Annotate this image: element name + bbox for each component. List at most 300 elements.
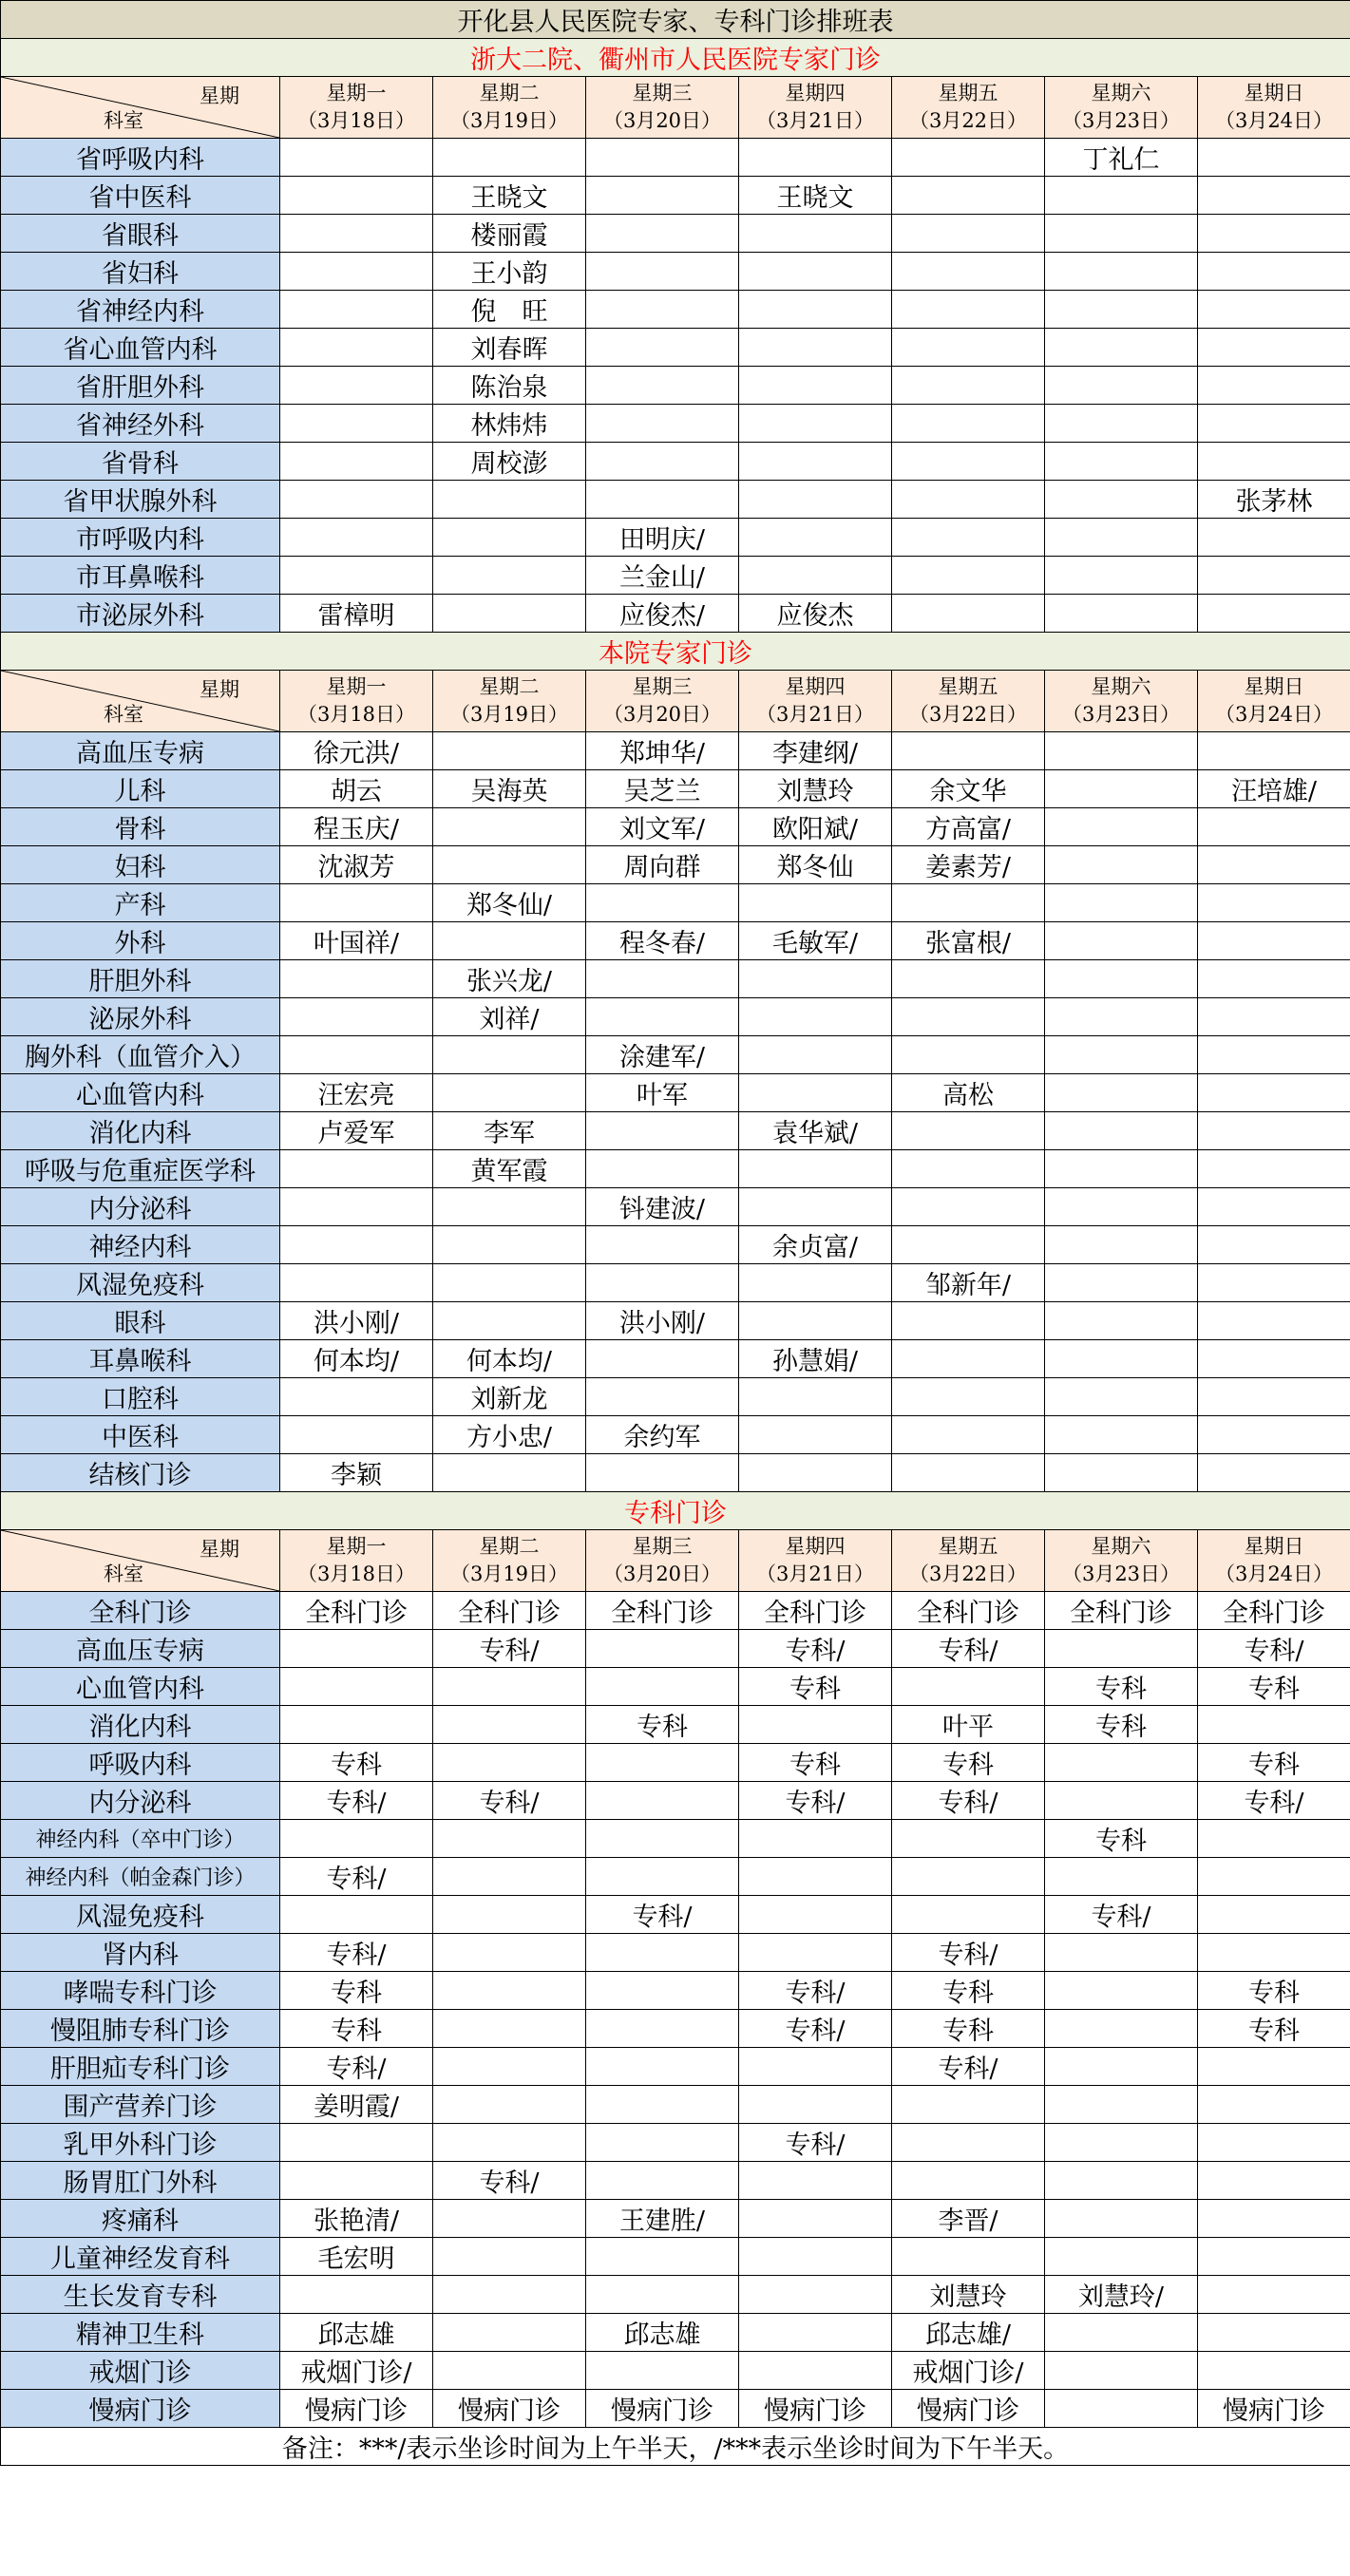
schedule-cell: 胡云 xyxy=(280,770,433,808)
schedule-cell xyxy=(1045,1150,1198,1188)
table-row xyxy=(1,1630,1350,1668)
schedule-cell xyxy=(280,1668,433,1706)
schedule-cell xyxy=(1045,1630,1198,1668)
schedule-cell xyxy=(1198,1896,1350,1934)
schedule-cell xyxy=(1198,884,1350,922)
schedule-cell xyxy=(280,367,433,405)
schedule-cell: 专科 xyxy=(1198,1668,1350,1706)
schedule-cell xyxy=(739,1416,892,1454)
schedule-cell xyxy=(892,253,1045,291)
dept-cell: 全科门诊 xyxy=(1,1592,280,1630)
schedule-cell xyxy=(433,1036,586,1074)
day-name: 星期三 xyxy=(632,675,693,698)
schedule-cell: 邱志雄/ xyxy=(892,2314,1045,2352)
schedule-cell xyxy=(433,1934,586,1972)
schedule-cell: 姜素芳/ xyxy=(892,846,1045,884)
schedule-cell xyxy=(1045,1264,1198,1302)
schedule-cell xyxy=(280,1036,433,1074)
table-row xyxy=(1,1896,1350,1934)
schedule-cell: 戒烟门诊/ xyxy=(892,2352,1045,2390)
schedule-cell: 慢病门诊 xyxy=(280,2390,433,2428)
schedule-cell xyxy=(586,367,739,405)
schedule-cell xyxy=(892,1340,1045,1378)
day-header xyxy=(892,1530,1045,1592)
schedule-cell xyxy=(280,291,433,329)
day-header xyxy=(1045,1530,1198,1592)
dept-cell: 省甲状腺外科 xyxy=(1,481,280,519)
schedule-cell xyxy=(1198,1264,1350,1302)
schedule-cell xyxy=(739,2276,892,2314)
corner-week-label: 星期 xyxy=(200,85,239,107)
schedule-cell xyxy=(1198,1858,1350,1896)
schedule-cell: 徐元洪/ xyxy=(280,732,433,770)
schedule-cell: 张兴龙/ xyxy=(433,960,586,998)
schedule-cell xyxy=(739,2200,892,2238)
schedule-cell: 全科门诊 xyxy=(280,1592,433,1630)
schedule-cell xyxy=(280,177,433,215)
schedule-cell xyxy=(1045,846,1198,884)
dept-cell: 肾内科 xyxy=(1,1934,280,1972)
dept-cell: 高血压专病 xyxy=(1,1630,280,1668)
schedule-cell: 涂建军/ xyxy=(586,1036,739,1074)
schedule-cell: 专科 xyxy=(739,1744,892,1782)
schedule-cell: 王小韵 xyxy=(433,253,586,291)
schedule-cell: 林炜炜 xyxy=(433,405,586,443)
schedule-cell xyxy=(433,1264,586,1302)
schedule-cell: 刘慧玲 xyxy=(892,2276,1045,2314)
schedule-cell xyxy=(892,1150,1045,1188)
schedule-cell: 专科 xyxy=(1045,1668,1198,1706)
dept-cell: 精神卫生科 xyxy=(1,2314,280,2352)
table-row xyxy=(1,1782,1350,1820)
schedule-cell xyxy=(892,1378,1045,1416)
day-date: （3月19日） xyxy=(449,109,569,132)
schedule-cell: 慢病门诊 xyxy=(1198,2390,1350,2428)
schedule-cell xyxy=(586,1858,739,1896)
dept-cell: 儿童神经发育科 xyxy=(1,2238,280,2276)
dept-cell: 哮喘专科门诊 xyxy=(1,1972,280,2010)
schedule-cell xyxy=(433,2276,586,2314)
schedule-cell xyxy=(1198,922,1350,960)
schedule-cell: 毛敏军/ xyxy=(739,922,892,960)
schedule-cell xyxy=(892,1226,1045,1264)
schedule-cell xyxy=(739,1896,892,1934)
day-header xyxy=(892,77,1045,139)
schedule-cell xyxy=(586,1378,739,1416)
schedule-cell: 李建纲/ xyxy=(739,732,892,770)
schedule-cell: 专科/ xyxy=(739,1972,892,2010)
section-title-row xyxy=(1,633,1350,671)
schedule-cell xyxy=(433,922,586,960)
table-row xyxy=(1,846,1350,884)
table-row xyxy=(1,2048,1350,2086)
day-header xyxy=(280,1530,433,1592)
schedule-cell xyxy=(433,1896,586,1934)
day-header xyxy=(586,77,739,139)
table-row xyxy=(1,215,1350,253)
dept-cell: 省呼吸内科 xyxy=(1,139,280,177)
schedule-cell: 全科门诊 xyxy=(739,1592,892,1630)
schedule-cell: 应俊杰/ xyxy=(586,595,739,633)
dept-cell: 疼痛科 xyxy=(1,2200,280,2238)
schedule-cell xyxy=(892,291,1045,329)
schedule-cell: 卢爱军 xyxy=(280,1112,433,1150)
day-name: 星期一 xyxy=(326,1535,387,1558)
schedule-cell xyxy=(892,1454,1045,1492)
table-row xyxy=(1,2276,1350,2314)
schedule-cell: 陈治泉 xyxy=(433,367,586,405)
schedule-cell xyxy=(1045,2048,1198,2086)
schedule-cell xyxy=(586,1454,739,1492)
dept-cell: 省骨科 xyxy=(1,443,280,481)
schedule-cell xyxy=(739,998,892,1036)
schedule-cell xyxy=(1045,1188,1198,1226)
table-row xyxy=(1,329,1350,367)
schedule-cell xyxy=(280,519,433,557)
day-header xyxy=(433,1530,586,1592)
schedule-cell: 专科/ xyxy=(892,2048,1045,2086)
dept-cell: 神经内科（卒中门诊） xyxy=(1,1820,280,1858)
schedule-cell: 吴海英 xyxy=(433,770,586,808)
schedule-cell xyxy=(1198,443,1350,481)
schedule-cell xyxy=(586,1630,739,1668)
table-row xyxy=(1,253,1350,291)
schedule-cell xyxy=(892,998,1045,1036)
schedule-cell xyxy=(1198,1378,1350,1416)
day-header xyxy=(280,671,433,732)
schedule-cell: 叶平 xyxy=(892,1706,1045,1744)
dept-cell: 内分泌科 xyxy=(1,1188,280,1226)
schedule-cell: 专科/ xyxy=(739,1782,892,1820)
day-date: （3月18日） xyxy=(296,703,416,726)
schedule-cell xyxy=(1045,1782,1198,1820)
day-date: （3月18日） xyxy=(296,109,416,132)
dept-cell: 肝胆疝专科门诊 xyxy=(1,2048,280,2086)
schedule-cell xyxy=(1045,253,1198,291)
day-name: 星期五 xyxy=(938,675,998,698)
schedule-cell xyxy=(1045,2124,1198,2162)
corner-header xyxy=(1,671,280,732)
schedule-cell: 邱志雄 xyxy=(280,2314,433,2352)
schedule-cell: 专科/ xyxy=(280,2048,433,2086)
schedule-cell xyxy=(280,139,433,177)
schedule-cell xyxy=(892,960,1045,998)
day-date: （3月19日） xyxy=(449,1563,569,1585)
schedule-cell xyxy=(586,2276,739,2314)
schedule-cell xyxy=(739,215,892,253)
dept-cell: 内分泌科 xyxy=(1,1782,280,1820)
day-name: 星期四 xyxy=(785,1535,846,1558)
schedule-cell xyxy=(1045,2086,1198,2124)
day-name: 星期二 xyxy=(479,1535,540,1558)
schedule-cell xyxy=(1045,1858,1198,1896)
table-row xyxy=(1,1668,1350,1706)
schedule-cell: 程玉庆/ xyxy=(280,808,433,846)
table-row xyxy=(1,1972,1350,2010)
schedule-cell xyxy=(892,139,1045,177)
schedule-cell xyxy=(1045,443,1198,481)
schedule-cell xyxy=(1045,519,1198,557)
schedule-cell: 专科/ xyxy=(280,1934,433,1972)
table-row xyxy=(1,139,1350,177)
day-date: （3月19日） xyxy=(449,703,569,726)
schedule-cell xyxy=(739,1706,892,1744)
day-header xyxy=(1045,671,1198,732)
schedule-cell: 慢病门诊 xyxy=(739,2390,892,2428)
schedule-cell xyxy=(1045,998,1198,1036)
day-name: 星期六 xyxy=(1091,675,1151,698)
schedule-cell xyxy=(1198,2162,1350,2200)
schedule-cell xyxy=(586,253,739,291)
schedule-cell xyxy=(892,215,1045,253)
schedule-cell xyxy=(586,2010,739,2048)
schedule-cell xyxy=(1198,1706,1350,1744)
schedule-cell: 慢病门诊 xyxy=(433,2390,586,2428)
day-name: 星期日 xyxy=(1244,1535,1304,1558)
schedule-cell xyxy=(892,2238,1045,2276)
dept-cell: 乳甲外科门诊 xyxy=(1,2124,280,2162)
day-name: 星期五 xyxy=(938,82,998,104)
schedule-cell: 全科门诊 xyxy=(586,1592,739,1630)
day-name: 星期三 xyxy=(632,82,693,104)
schedule-cell xyxy=(433,1188,586,1226)
schedule-cell xyxy=(1045,329,1198,367)
schedule-cell xyxy=(433,1302,586,1340)
dept-cell: 市泌尿外科 xyxy=(1,595,280,633)
schedule-cell xyxy=(433,1668,586,1706)
schedule-cell xyxy=(739,291,892,329)
schedule-cell xyxy=(280,2124,433,2162)
schedule-cell xyxy=(1045,2162,1198,2200)
schedule-cell xyxy=(280,1188,433,1226)
schedule-cell: 毛宏明 xyxy=(280,2238,433,2276)
schedule-cell: 钭建波/ xyxy=(586,1188,739,1226)
schedule-cell xyxy=(1198,1302,1350,1340)
schedule-cell xyxy=(1045,2314,1198,2352)
dept-cell: 省肝胆外科 xyxy=(1,367,280,405)
schedule-cell xyxy=(1045,770,1198,808)
schedule-cell xyxy=(280,443,433,481)
dept-cell: 产科 xyxy=(1,884,280,922)
schedule-cell xyxy=(586,329,739,367)
schedule-cell xyxy=(892,1188,1045,1226)
table-row xyxy=(1,884,1350,922)
table-row xyxy=(1,2352,1350,2390)
table-row xyxy=(1,1820,1350,1858)
table-row xyxy=(1,922,1350,960)
schedule-cell xyxy=(739,253,892,291)
schedule-cell: 倪 旺 xyxy=(433,291,586,329)
table-row xyxy=(1,960,1350,998)
schedule-cell xyxy=(433,2238,586,2276)
schedule-cell xyxy=(1198,2314,1350,2352)
schedule-cell xyxy=(433,1706,586,1744)
schedule-cell: 叶军 xyxy=(586,1074,739,1112)
schedule-cell xyxy=(739,2162,892,2200)
day-date: （3月24日） xyxy=(1214,109,1334,132)
day-header xyxy=(1198,671,1350,732)
day-name: 星期六 xyxy=(1091,82,1151,104)
schedule-cell xyxy=(433,595,586,633)
dept-cell: 高血压专病 xyxy=(1,732,280,770)
schedule-cell: 专科 xyxy=(280,1972,433,2010)
schedule-cell xyxy=(739,1378,892,1416)
schedule-cell xyxy=(1045,2390,1198,2428)
schedule-cell: 专科/ xyxy=(739,1630,892,1668)
day-header xyxy=(892,671,1045,732)
schedule-cell xyxy=(892,1036,1045,1074)
schedule-cell xyxy=(280,1896,433,1934)
day-date: （3月23日） xyxy=(1061,1563,1181,1585)
schedule-cell: 何本均/ xyxy=(280,1340,433,1378)
dept-cell: 心血管内科 xyxy=(1,1074,280,1112)
dept-cell: 中医科 xyxy=(1,1416,280,1454)
table-row xyxy=(1,2010,1350,2048)
header-row xyxy=(1,77,1350,139)
schedule-cell: 专科 xyxy=(586,1706,739,1744)
schedule-cell: 刘慧玲 xyxy=(739,770,892,808)
schedule-cell: 黄军霞 xyxy=(433,1150,586,1188)
corner-dept-label: 科室 xyxy=(104,109,143,132)
schedule-cell: 刘文军/ xyxy=(586,808,739,846)
schedule-cell xyxy=(586,1972,739,2010)
corner-header xyxy=(1,77,280,139)
schedule-cell xyxy=(1045,2200,1198,2238)
schedule-cell xyxy=(280,1150,433,1188)
schedule-cell: 专科/ xyxy=(892,1934,1045,1972)
schedule-cell: 专科 xyxy=(1198,1744,1350,1782)
schedule-cell xyxy=(586,884,739,922)
dept-cell: 妇科 xyxy=(1,846,280,884)
schedule-cell: 刘慧玲/ xyxy=(1045,2276,1198,2314)
day-header xyxy=(739,671,892,732)
schedule-cell xyxy=(1198,1074,1350,1112)
schedule-cell xyxy=(1045,557,1198,595)
schedule-cell xyxy=(1198,291,1350,329)
schedule-cell xyxy=(1045,922,1198,960)
schedule-cell xyxy=(433,2200,586,2238)
table-row xyxy=(1,443,1350,481)
schedule-cell xyxy=(1045,1340,1198,1378)
schedule-cell xyxy=(1198,177,1350,215)
day-name: 星期日 xyxy=(1244,675,1304,698)
schedule-cell xyxy=(433,139,586,177)
dept-cell: 外科 xyxy=(1,922,280,960)
schedule-cell xyxy=(280,215,433,253)
table-row xyxy=(1,2086,1350,2124)
schedule-cell xyxy=(1198,960,1350,998)
schedule-cell: 田明庆/ xyxy=(586,519,739,557)
schedule-cell xyxy=(1045,1972,1198,2010)
table-row xyxy=(1,2314,1350,2352)
schedule-cell xyxy=(586,1782,739,1820)
schedule-cell: 专科/ xyxy=(433,1782,586,1820)
schedule-cell: 专科/ xyxy=(586,1896,739,1934)
day-date: （3月21日） xyxy=(755,703,875,726)
day-name: 星期一 xyxy=(326,82,387,104)
table-row xyxy=(1,808,1350,846)
table-row xyxy=(1,1934,1350,1972)
table-row xyxy=(1,1706,1350,1744)
schedule-cell xyxy=(280,1416,433,1454)
dept-cell: 慢病门诊 xyxy=(1,2390,280,2428)
schedule-cell xyxy=(586,1668,739,1706)
day-date: （3月23日） xyxy=(1061,109,1181,132)
corner-week-label: 星期 xyxy=(200,678,239,701)
dept-cell: 戒烟门诊 xyxy=(1,2352,280,2390)
schedule-cell xyxy=(1045,732,1198,770)
schedule-cell xyxy=(1198,1188,1350,1226)
schedule-cell xyxy=(1045,1036,1198,1074)
schedule-cell xyxy=(1198,1454,1350,1492)
dept-cell: 省神经内科 xyxy=(1,291,280,329)
schedule-cell xyxy=(739,367,892,405)
schedule-cell xyxy=(586,998,739,1036)
schedule-cell: 叶国祥/ xyxy=(280,922,433,960)
day-header xyxy=(1198,77,1350,139)
schedule-cell xyxy=(1045,2238,1198,2276)
schedule-cell: 专科 xyxy=(892,1972,1045,2010)
schedule-cell: 刘新龙 xyxy=(433,1378,586,1416)
section-title-row xyxy=(1,1492,1350,1530)
schedule-cell xyxy=(1198,1112,1350,1150)
schedule-cell xyxy=(433,2048,586,2086)
schedule-cell xyxy=(433,1820,586,1858)
dept-cell: 市耳鼻喉科 xyxy=(1,557,280,595)
schedule-cell: 吴芝兰 xyxy=(586,770,739,808)
dept-cell: 泌尿外科 xyxy=(1,998,280,1036)
schedule-cell: 专科 xyxy=(892,1744,1045,1782)
schedule-cell xyxy=(739,960,892,998)
schedule-cell: 余贞富/ xyxy=(739,1226,892,1264)
schedule-cell xyxy=(739,139,892,177)
schedule-cell xyxy=(1045,1454,1198,1492)
page-title: 开化县人民医院专家、专科门诊排班表 xyxy=(1,1,1350,39)
schedule-cell xyxy=(586,291,739,329)
table-row xyxy=(1,1074,1350,1112)
schedule-cell xyxy=(586,1150,739,1188)
schedule-cell xyxy=(433,1454,586,1492)
dept-cell: 眼科 xyxy=(1,1302,280,1340)
schedule-cell: 欧阳斌/ xyxy=(739,808,892,846)
schedule-cell xyxy=(1198,519,1350,557)
schedule-cell xyxy=(586,2124,739,2162)
day-date: （3月22日） xyxy=(908,703,1028,726)
schedule-cell xyxy=(1198,1934,1350,1972)
schedule-cell xyxy=(1198,1340,1350,1378)
schedule-cell xyxy=(1045,1934,1198,1972)
schedule-cell xyxy=(586,1744,739,1782)
section-title: 本院专家门诊 xyxy=(1,633,1350,671)
schedule-cell: 专科 xyxy=(1198,1972,1350,2010)
schedule-cell xyxy=(1198,1150,1350,1188)
schedule-cell xyxy=(892,481,1045,519)
dept-cell: 风湿免疫科 xyxy=(1,1896,280,1934)
schedule-cell: 专科/ xyxy=(892,1782,1045,1820)
dept-cell: 呼吸内科 xyxy=(1,1744,280,1782)
day-header xyxy=(586,671,739,732)
schedule-cell xyxy=(739,1264,892,1302)
schedule-cell xyxy=(280,2276,433,2314)
schedule-cell: 专科 xyxy=(892,2010,1045,2048)
table-row xyxy=(1,1340,1350,1378)
schedule-cell xyxy=(892,1416,1045,1454)
schedule-cell xyxy=(1045,595,1198,633)
day-header xyxy=(586,1530,739,1592)
schedule-cell: 孙慧娟/ xyxy=(739,1340,892,1378)
schedule-cell xyxy=(739,2352,892,2390)
schedule-cell: 全科门诊 xyxy=(892,1592,1045,1630)
